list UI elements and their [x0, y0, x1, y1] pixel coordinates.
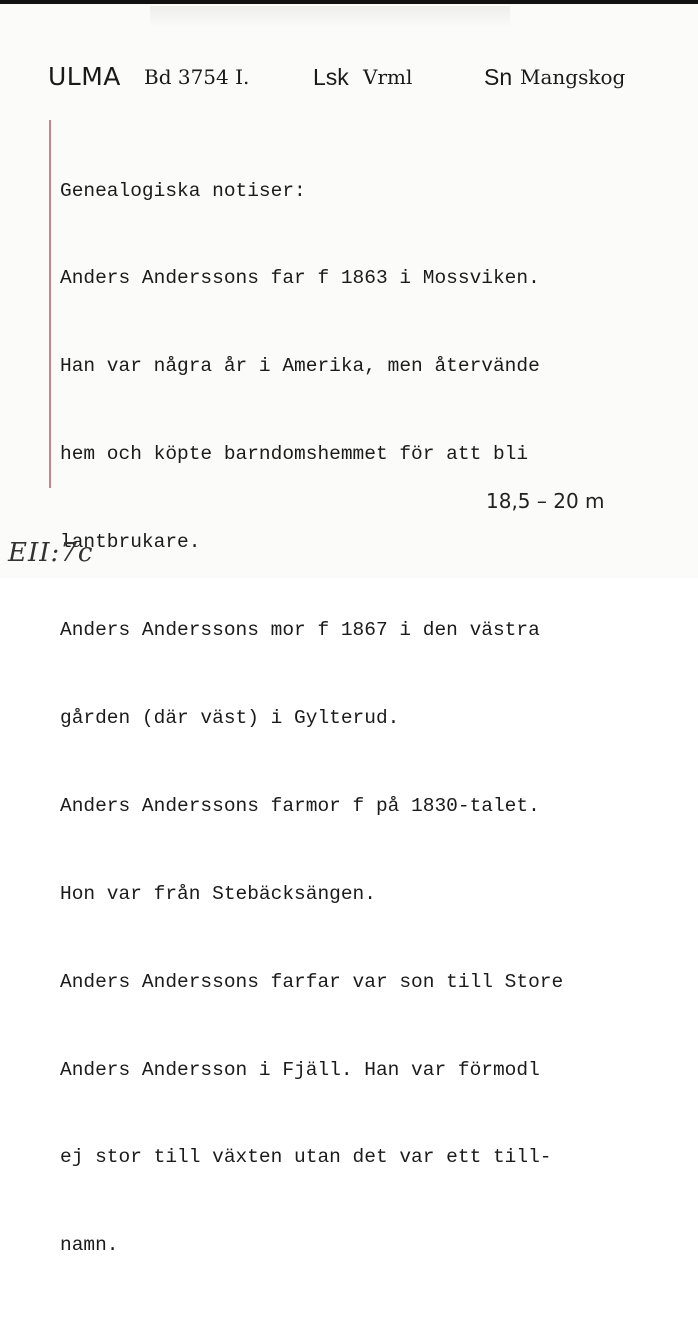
handwritten-signum: EII:7c — [8, 538, 94, 568]
text-line: Hon var från Stebäcksängen. — [60, 882, 376, 905]
text-line: gården (där väst) i Gylterud. — [60, 706, 400, 729]
text-line: Anders Andersson i Fjäll. Han var förmodl — [60, 1058, 540, 1081]
archive-code: ULMA — [48, 62, 121, 91]
text-line: Han var några år i Amerika, men återvände — [60, 355, 540, 378]
province-value: Vrml — [363, 65, 413, 89]
card-body-text — [60, 118, 680, 1319]
province-label: Lsk — [313, 64, 349, 90]
text-line: Anders Anderssons farfar var son till Store — [60, 970, 564, 993]
reference-number: Bd 3754 I. — [144, 65, 250, 89]
text-line: Anders Anderssons mor f 1867 i den västra — [60, 619, 540, 642]
ink-bleed-through — [150, 6, 510, 28]
measurement-note: 18,5 – 20 m — [486, 489, 605, 513]
text-line: lantbrukare. — [60, 531, 201, 554]
text-line: Genealogiska notiser: — [60, 179, 306, 202]
text-line: ej stor till växten utan det var ett till- — [60, 1146, 552, 1169]
text-line: Anders Anderssons farmor f på 1830-talet. — [60, 794, 540, 817]
text-line: namn. — [60, 1234, 119, 1257]
margin-rule — [49, 120, 51, 488]
parish-value: Mangskog — [520, 65, 626, 89]
text-line: Anders Anderssons far f 1863 i Mossviken. — [60, 267, 540, 290]
card-header — [48, 62, 668, 96]
text-line: hem och köpte barndomshemmet för att bli — [60, 443, 529, 466]
card-top-edge — [0, 0, 698, 4]
parish-label: Sn — [484, 64, 513, 90]
